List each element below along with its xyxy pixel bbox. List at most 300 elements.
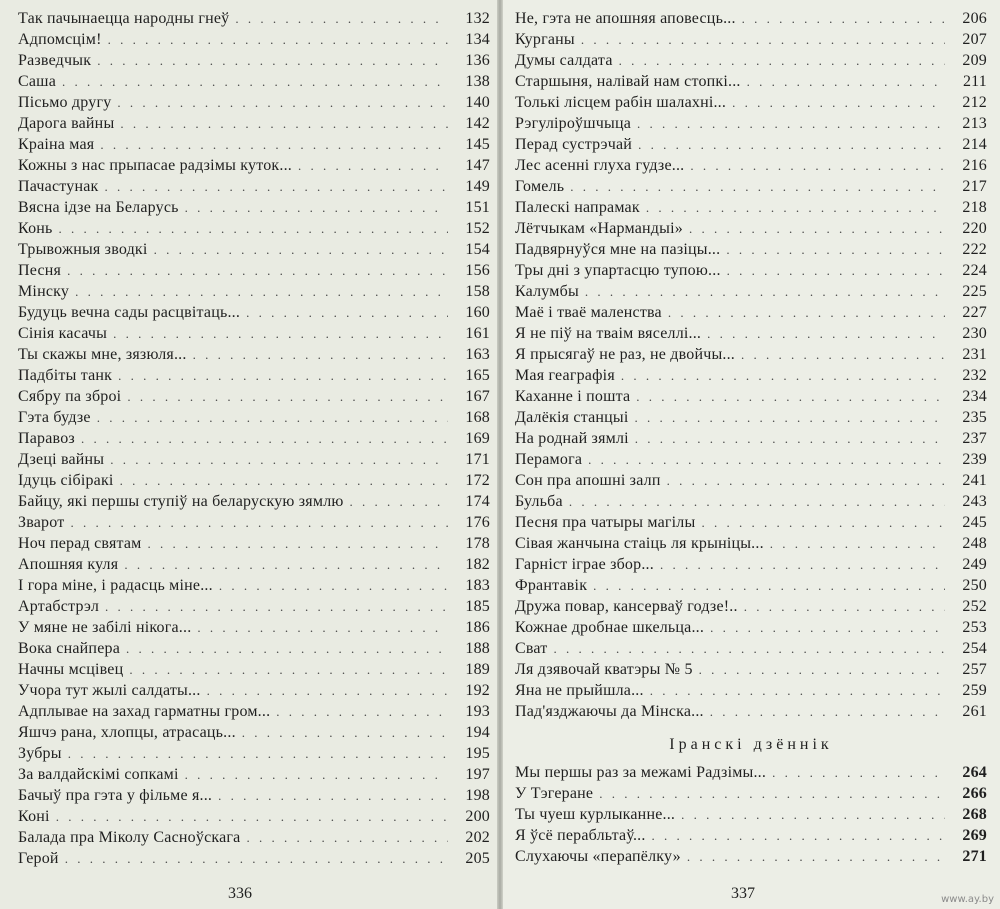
entry-page-number: 193 [465, 703, 490, 720]
entry-page-number: 140 [465, 94, 490, 111]
dot-leader [100, 134, 448, 155]
left-page [0, 0, 497, 909]
toc-entry [18, 71, 490, 92]
dot-leader [744, 596, 945, 617]
dot-leader [235, 8, 448, 29]
toc-entry [515, 596, 987, 617]
dot-leader [710, 617, 945, 638]
entry-page-number: 225 [962, 283, 987, 300]
entry-title: На роднай зямлі [515, 430, 629, 447]
dot-leader [554, 638, 946, 659]
toc-entry [18, 512, 490, 533]
dot-leader [154, 239, 448, 260]
entry-page-number: 269 [962, 827, 987, 844]
dot-leader [129, 659, 448, 680]
dot-leader [668, 302, 945, 323]
dot-leader [569, 491, 945, 512]
entry-page-number: 209 [962, 52, 987, 69]
entry-page-number: 224 [962, 262, 987, 279]
dot-leader [635, 407, 945, 428]
dot-leader [67, 260, 448, 281]
dot-leader [747, 71, 945, 92]
toc-entry [18, 50, 490, 71]
dot-leader [120, 470, 448, 491]
entry-page-number: 207 [962, 31, 987, 48]
section-entries [515, 762, 987, 867]
toc-entry [515, 762, 987, 783]
entry-page-number: 147 [465, 157, 490, 174]
dot-leader [56, 806, 448, 827]
entry-page-number: 213 [962, 115, 987, 132]
dot-leader [619, 50, 945, 71]
toc-entry [515, 554, 987, 575]
dot-leader [638, 134, 945, 155]
dot-leader [81, 428, 448, 449]
entry-title: Не, гэта не апошняя аповесць... [515, 10, 736, 27]
entry-title: Лётчыкам «Нармандыі» [515, 220, 683, 237]
toc-entry [515, 365, 987, 386]
entry-title: І гора міне, і радасць міне... [18, 577, 213, 594]
dot-leader [276, 701, 448, 722]
toc-entry [18, 722, 490, 743]
entry-page-number: 158 [465, 283, 490, 300]
watermark-text: www.ay.by [941, 894, 994, 905]
entry-page-number: 259 [962, 682, 987, 699]
toc-entry [18, 197, 490, 218]
entry-title: Балада пра Міколу Сасноўскага [18, 829, 241, 846]
entry-title: Зубры [18, 745, 62, 762]
toc-entry [18, 680, 490, 701]
toc-entry [515, 428, 987, 449]
entry-page-number: 214 [962, 136, 987, 153]
entry-page-number: 250 [962, 577, 987, 594]
entry-title: Гэта будзе [18, 409, 91, 426]
dot-leader [621, 365, 945, 386]
dot-leader [770, 533, 945, 554]
left-toc-list [18, 8, 490, 869]
toc-entry [18, 827, 490, 848]
toc-entry [18, 701, 490, 722]
dot-leader [68, 743, 448, 764]
entry-title: Кожнае дробнае шкельца... [515, 619, 705, 636]
entry-title: Калумбы [515, 283, 579, 300]
entry-title: Палескі напрамак [515, 199, 640, 216]
dot-leader [126, 638, 448, 659]
toc-entry [18, 239, 490, 260]
dot-leader [97, 407, 448, 428]
dot-leader [127, 386, 448, 407]
entry-title: Паравоз [18, 430, 75, 447]
entry-page-number: 249 [962, 556, 987, 573]
toc-entry [515, 218, 987, 239]
entry-page-number: 176 [465, 514, 490, 531]
entry-title: Я прысягаў не раз, не двойчы... [515, 346, 736, 363]
toc-entry [18, 218, 490, 239]
toc-entry [18, 596, 490, 617]
entry-page-number: 183 [465, 577, 490, 594]
entry-title: Пачастунак [18, 178, 99, 195]
entry-title: У мяне не забілі нікога... [18, 619, 192, 636]
dot-leader [570, 176, 945, 197]
entry-title: Адплывае на захад гарматны гром... [18, 703, 271, 720]
entry-title: Коні [18, 808, 50, 825]
dot-leader [687, 846, 945, 867]
entry-title: Гарніст іграе збор... [515, 556, 654, 573]
dot-leader [710, 701, 945, 722]
dot-leader [636, 386, 945, 407]
entry-page-number: 161 [465, 325, 490, 342]
entry-title: Ноч перад святам [18, 535, 142, 552]
entry-page-number: 171 [465, 451, 490, 468]
dot-leader [110, 449, 448, 470]
toc-entry [515, 197, 987, 218]
toc-entry [515, 302, 987, 323]
entry-page-number: 237 [962, 430, 987, 447]
entry-title: Яна не прыйшла... [515, 682, 644, 699]
toc-entry [18, 659, 490, 680]
entry-page-number: 185 [465, 598, 490, 615]
entry-title: Дзеці вайны [18, 451, 105, 468]
entry-title: Зварот [18, 514, 65, 531]
dot-leader [635, 428, 945, 449]
entry-page-number: 220 [962, 220, 987, 237]
toc-entry [515, 533, 987, 554]
toc-entry [515, 50, 987, 71]
entry-title: Сінія касачы [18, 325, 108, 342]
entry-page-number: 178 [465, 535, 490, 552]
entry-title: Лес асенні глуха гудзе... [515, 157, 685, 174]
entry-title: Начны мсцівец [18, 661, 124, 678]
entry-page-number: 195 [465, 745, 490, 762]
toc-entry [515, 783, 987, 804]
toc-entry [18, 323, 490, 344]
toc-entry [18, 134, 490, 155]
dot-leader [246, 827, 448, 848]
toc-entry [515, 804, 987, 825]
dot-leader [699, 659, 945, 680]
toc-entry [18, 470, 490, 491]
entry-page-number: 138 [465, 73, 490, 90]
entry-title: Курганы [515, 31, 575, 48]
dot-leader [637, 113, 945, 134]
section-heading: Іранскі дзённік [669, 736, 833, 753]
entry-page-number: 241 [962, 472, 987, 489]
entry-title: Конь [18, 220, 53, 237]
entry-title: Сівая жанчына стаіць ля крыніцы... [515, 535, 764, 552]
entry-title: Каханне і пошта [515, 388, 631, 405]
toc-entry [18, 302, 490, 323]
entry-page-number: 205 [465, 850, 490, 867]
toc-entry [515, 8, 987, 29]
entry-title: Далёкія станцыі [515, 409, 629, 426]
entry-title: Перамога [515, 451, 583, 468]
entry-page-number: 211 [962, 73, 987, 90]
entry-page-number: 271 [962, 848, 987, 865]
entry-title: Толькі лісцем рабін шалахні... [515, 94, 727, 111]
entry-title: Гомель [515, 178, 565, 195]
entry-title: Песня пра чатыры магілы [515, 514, 696, 531]
entry-page-number: 167 [465, 388, 490, 405]
entry-title: Так пачынаецца народны гнеў [18, 10, 230, 27]
entry-page-number: 165 [465, 367, 490, 384]
toc-entry [515, 260, 987, 281]
entry-page-number: 142 [465, 115, 490, 132]
dot-leader [646, 197, 945, 218]
toc-entry [515, 281, 987, 302]
toc-entry [18, 533, 490, 554]
toc-entry [515, 71, 987, 92]
toc-entry [515, 846, 987, 867]
entry-title: За валдайскімі сопкамі [18, 766, 179, 783]
entry-title: Рэгуліроўшчыца [515, 115, 632, 132]
entry-page-number: 235 [962, 409, 987, 426]
toc-entry [18, 113, 490, 134]
entry-title: Артабстрэл [18, 598, 100, 615]
dot-leader [207, 680, 448, 701]
dot-leader [117, 92, 448, 113]
toc-entry [515, 323, 987, 344]
toc-entry [515, 491, 987, 512]
dot-leader [726, 239, 945, 260]
dot-leader [246, 302, 448, 323]
entry-title: У Тэгеране [515, 785, 594, 802]
right-page-number: 337 [731, 885, 755, 902]
toc-entry [515, 701, 987, 722]
entry-page-number: 230 [962, 325, 987, 342]
toc-entry [515, 680, 987, 701]
dot-leader [62, 71, 448, 92]
dot-leader [120, 113, 448, 134]
toc-entry [515, 512, 987, 533]
entry-title: Падбіты танк [18, 367, 113, 384]
entry-title: Вясна ідзе на Беларусь [18, 199, 179, 216]
dot-leader [707, 323, 945, 344]
entry-title: Герой [18, 850, 59, 867]
toc-entry [515, 92, 987, 113]
dot-leader [65, 848, 448, 869]
dot-leader [585, 281, 945, 302]
toc-entry [18, 449, 490, 470]
entry-title: Дарога вайны [18, 115, 115, 132]
toc-entry [18, 575, 490, 596]
entry-title: Ты скажы мне, зязюля... [18, 346, 187, 363]
entry-title: Перад сустрэчай [515, 136, 633, 153]
toc-entry [18, 491, 490, 512]
entry-page-number: 136 [465, 52, 490, 69]
right-entries [515, 8, 987, 722]
entry-page-number: 261 [962, 703, 987, 720]
entry-title: Сябру па зброі [18, 388, 122, 405]
entry-page-number: 156 [465, 262, 490, 279]
entry-title: Учора тут жылі салдаты... [18, 682, 201, 699]
dot-leader [652, 825, 945, 846]
toc-entry [18, 281, 490, 302]
dot-leader [727, 260, 945, 281]
toc-entry [18, 764, 490, 785]
dot-leader [650, 680, 945, 701]
dot-leader [108, 29, 448, 50]
dot-leader [124, 554, 448, 575]
toc-entry [18, 638, 490, 659]
entry-page-number: 188 [465, 640, 490, 657]
entry-page-number: 151 [465, 199, 490, 216]
entry-title: Бульба [515, 493, 563, 510]
dot-leader [185, 764, 448, 785]
entry-title: Дружа повар, кансерваў годзе!.. [515, 598, 738, 615]
dot-leader [218, 785, 448, 806]
right-toc-list [515, 8, 987, 867]
entry-page-number: 134 [465, 31, 490, 48]
entry-page-number: 132 [465, 10, 490, 27]
entry-page-number: 197 [465, 766, 490, 783]
entry-title: Слухаючы «перапёлку» [515, 848, 681, 865]
left-page-number: 336 [228, 885, 252, 902]
entry-page-number: 268 [962, 806, 987, 823]
dot-leader [298, 155, 448, 176]
toc-entry [18, 8, 490, 29]
entry-title: Адпомсцім! [18, 31, 102, 48]
dot-leader [197, 617, 448, 638]
toc-entry [515, 176, 987, 197]
entry-page-number: 200 [465, 808, 490, 825]
dot-leader [193, 344, 448, 365]
toc-entry [515, 617, 987, 638]
entry-title: Я ўсё перабльтаў... [515, 827, 646, 844]
toc-entry [18, 785, 490, 806]
entry-title: Тры дні з упартасцю тупою... [515, 262, 721, 279]
dot-leader [667, 470, 945, 491]
entry-title: Пісьмо другу [18, 94, 112, 111]
entry-page-number: 216 [962, 157, 987, 174]
toc-entry [515, 825, 987, 846]
dot-leader [741, 344, 945, 365]
entry-page-number: 218 [962, 199, 987, 216]
entry-page-number: 202 [465, 829, 490, 846]
entry-page-number: 145 [465, 136, 490, 153]
entry-title: Мая геаграфія [515, 367, 615, 384]
entry-page-number: 206 [962, 10, 987, 27]
entry-title: Думы салдата [515, 52, 613, 69]
entry-title: Мы першы раз за межамі Радзімы... [515, 764, 767, 781]
entry-page-number: 231 [962, 346, 987, 363]
entry-title: Сват [515, 640, 548, 657]
dot-leader [593, 575, 945, 596]
toc-entry [18, 617, 490, 638]
entry-page-number: 174 [465, 493, 490, 510]
toc-entry [18, 260, 490, 281]
toc-entry [515, 386, 987, 407]
entry-page-number: 149 [465, 178, 490, 195]
dot-leader [185, 197, 448, 218]
toc-entry [515, 29, 987, 50]
dot-leader [599, 783, 945, 804]
entry-page-number: 172 [465, 472, 490, 489]
entry-title: Пад'язджаючы да Мінска... [515, 703, 704, 720]
entry-page-number: 192 [465, 682, 490, 699]
dot-leader [689, 218, 945, 239]
dot-leader [219, 575, 448, 596]
entry-title: Сон пра апошні залп [515, 472, 661, 489]
entry-page-number: 169 [465, 430, 490, 447]
toc-entry [18, 155, 490, 176]
dot-leader [59, 218, 448, 239]
toc-entry [18, 29, 490, 50]
entry-title: Франтавік [515, 577, 588, 594]
entry-page-number: 217 [962, 178, 987, 195]
toc-entry [515, 575, 987, 596]
dot-leader [70, 512, 448, 533]
entry-title: Бачыў пра гэта у фільме я... [18, 787, 213, 804]
entry-page-number: 234 [962, 388, 987, 405]
dot-leader [690, 155, 945, 176]
entry-page-number: 264 [962, 764, 987, 781]
toc-entry [18, 407, 490, 428]
right-page [503, 0, 1000, 909]
toc-entry [18, 428, 490, 449]
toc-entry [515, 449, 987, 470]
entry-page-number: 186 [465, 619, 490, 636]
dot-leader [581, 29, 945, 50]
entry-title: Маё і тваё маленства [515, 304, 662, 321]
entry-page-number: 198 [465, 787, 490, 804]
toc-entry [515, 344, 987, 365]
entry-title: Я не піў на тваім вяселлі... [515, 325, 702, 342]
dot-leader [681, 804, 945, 825]
dot-leader [118, 365, 448, 386]
toc-entry [18, 365, 490, 386]
toc-entry [515, 407, 987, 428]
toc-entry [515, 470, 987, 491]
entry-title: Апошняя куля [18, 556, 119, 573]
dot-leader [772, 762, 945, 783]
toc-entry [18, 554, 490, 575]
dot-leader [350, 491, 448, 512]
toc-entry [18, 344, 490, 365]
entry-page-number: 248 [962, 535, 987, 552]
entry-title: Вока снайпера [18, 640, 120, 657]
dot-leader [242, 722, 448, 743]
toc-entry [515, 155, 987, 176]
dot-leader [588, 449, 945, 470]
dot-leader [104, 176, 448, 197]
entry-title: Трывожныя зводкі [18, 241, 148, 258]
entry-title: Ля дзявочай кватэры № 5 [515, 661, 693, 678]
entry-page-number: 222 [962, 241, 987, 258]
entry-title: Старшыня, налівай нам стопкі... [515, 73, 741, 90]
entry-page-number: 245 [962, 514, 987, 531]
entry-title: Кожны з нас прыпасае радзімы куток... [18, 157, 292, 174]
entry-page-number: 189 [465, 661, 490, 678]
entry-title: Мінску [18, 283, 70, 300]
entry-page-number: 160 [465, 304, 490, 321]
entry-title: Падвярнуўся мне на пазіцы... [515, 241, 721, 258]
entry-page-number: 152 [465, 220, 490, 237]
entry-page-number: 212 [962, 94, 987, 111]
toc-entry [18, 806, 490, 827]
dot-leader [148, 533, 448, 554]
toc-entry [18, 176, 490, 197]
entry-page-number: 254 [962, 640, 987, 657]
dot-leader [105, 596, 448, 617]
toc-entry [515, 638, 987, 659]
entry-title: Краіна мая [18, 136, 95, 153]
entry-page-number: 163 [465, 346, 490, 363]
entry-page-number: 252 [962, 598, 987, 615]
toc-entry [515, 134, 987, 155]
entry-title: Байцу, які першы ступіў на беларускую зямлю [18, 493, 344, 510]
entry-page-number: 257 [962, 661, 987, 678]
entry-page-number: 253 [962, 619, 987, 636]
